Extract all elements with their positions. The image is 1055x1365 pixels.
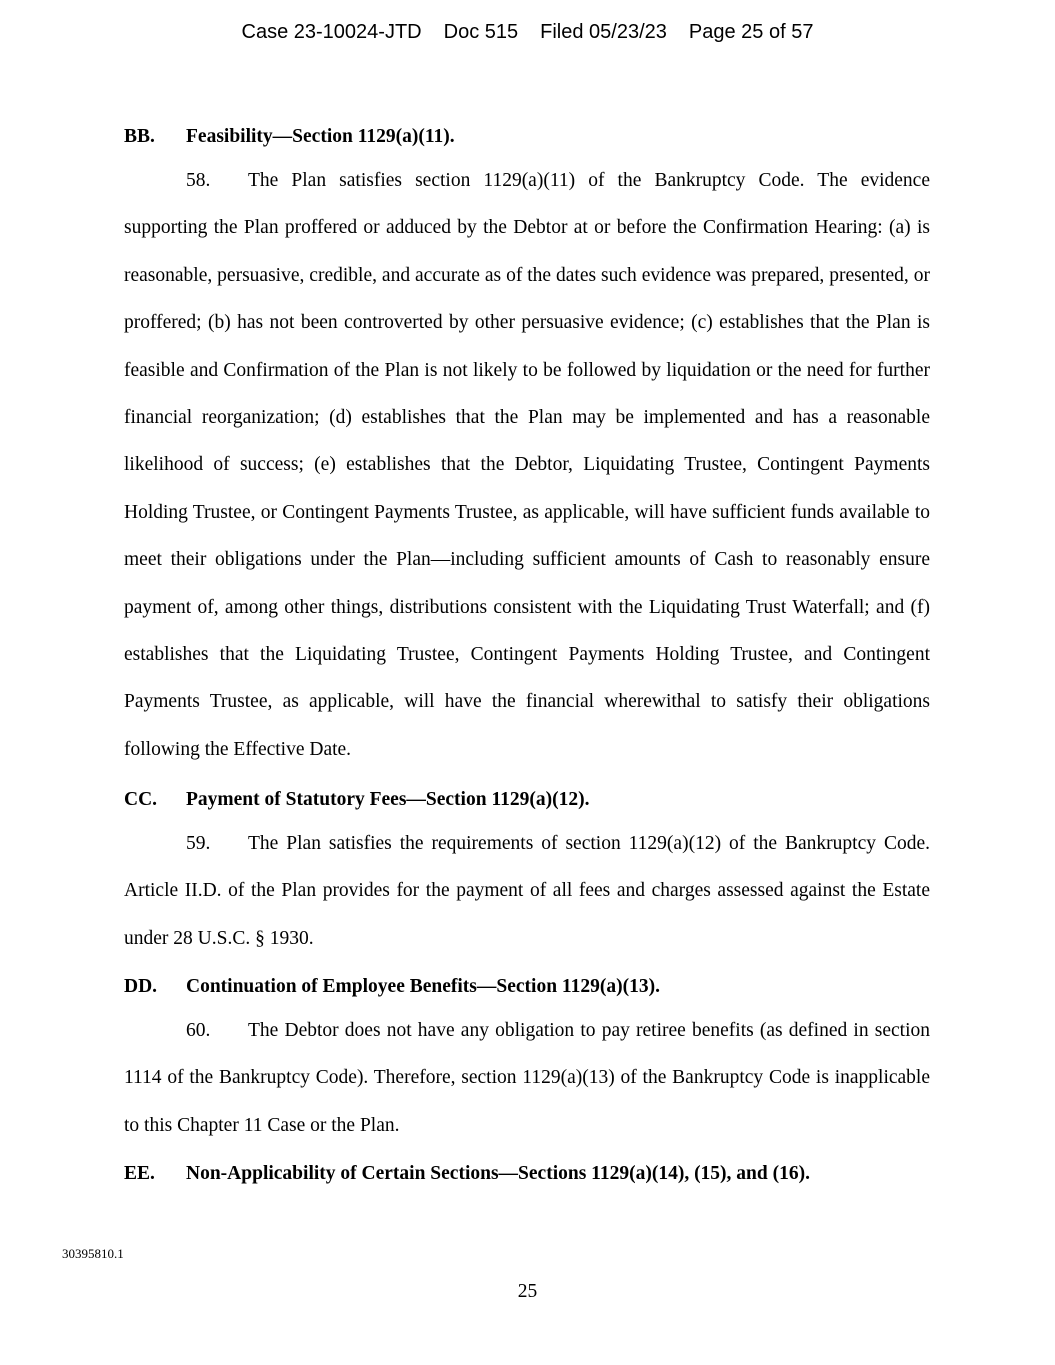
section-title: Continuation of Employee Benefits—Section 1129(a)(13). xyxy=(186,976,660,997)
paragraph-number: 59. xyxy=(186,833,211,854)
paragraph-58 xyxy=(124,157,930,773)
paragraph-text: The Plan satisfies section 1129(a)(11) of the Bankruptcy Code. The evidence supporting the Plan proffered or adduced by the Debtor at or before the Confirmation Hearing: (a) is reasonable, persuasive, credible, and accurate as of the dates such evidence was prepared, presented, or proffered; (b) has not been controverted by other persuasive evidence; (c) establishes that the Plan is feasible and Confirmation of the Plan is not likely to be followed by liquidation or the need for further financial reorganization; (d) establishes that the Plan may be implemented and has a reasonable likelihood of success; (e) establishes that the Debtor, Liquidating Trustee, Contingent Payments Holding Trustee, or Contingent Payments Trustee, as applicable, will have sufficient funds available to meet their obligations under the Plan—including sufficient amounts of Cash to reasonably ensure payment of, among other things, distributions consistent with the Liquidating Trust Waterfall; and (f) establishes that the Liquidating Trustee, Contingent Payments Holding Trustee, and Contingent Payments Trustee, as applicable, will have the financial wherewithal to satisfy their obligations following the Effective Date. xyxy=(124,170,930,760)
section-heading-ee xyxy=(124,1161,930,1187)
case-header xyxy=(0,19,1055,45)
paragraph-number: 60. xyxy=(186,1020,211,1041)
section-label: BB. xyxy=(124,126,155,147)
section-heading-cc xyxy=(124,787,930,813)
case-number: Case 23-10024-JTD xyxy=(241,21,422,43)
section-title: Payment of Statutory Fees—Section 1129(a)(12). xyxy=(186,789,590,810)
section-heading-bb xyxy=(124,124,930,150)
paragraph-text: The Debtor does not have any obligation to pay retiree benefits (as defined in section 1114 of the Bankruptcy Code). Therefore, section 1129(a)(13) of the Bankruptcy Code is inapplicable to this Chapter 11 Case or the Plan. xyxy=(124,1020,930,1136)
section-label: DD. xyxy=(124,976,158,997)
paragraph-60 xyxy=(124,1007,930,1149)
doc-number: Doc 515 xyxy=(443,21,519,43)
section-title: Non-Applicability of Certain Sections—Sections 1129(a)(14), (15), and (16). xyxy=(186,1163,810,1184)
page-count: Page 25 of 57 xyxy=(688,21,814,43)
section-label: CC. xyxy=(124,789,158,810)
section-label: EE. xyxy=(124,1163,155,1184)
paragraph-59 xyxy=(124,820,930,962)
section-title: Feasibility—Section 1129(a)(11). xyxy=(186,126,455,147)
page-number: 25 xyxy=(517,1281,538,1302)
paragraph-text: The Plan satisfies the requirements of section 1129(a)(12) of the Bankruptcy Code. Article II.D. of the Plan provides for the payment of all fees and charges assessed against the Estate under 28 U.S.C. § 1930. xyxy=(124,833,930,949)
paragraph-number: 58. xyxy=(186,170,211,191)
document-id: 30395810.1 xyxy=(62,1246,124,1261)
section-heading-dd xyxy=(124,974,930,1000)
filed-date: Filed 05/23/23 xyxy=(540,21,667,43)
